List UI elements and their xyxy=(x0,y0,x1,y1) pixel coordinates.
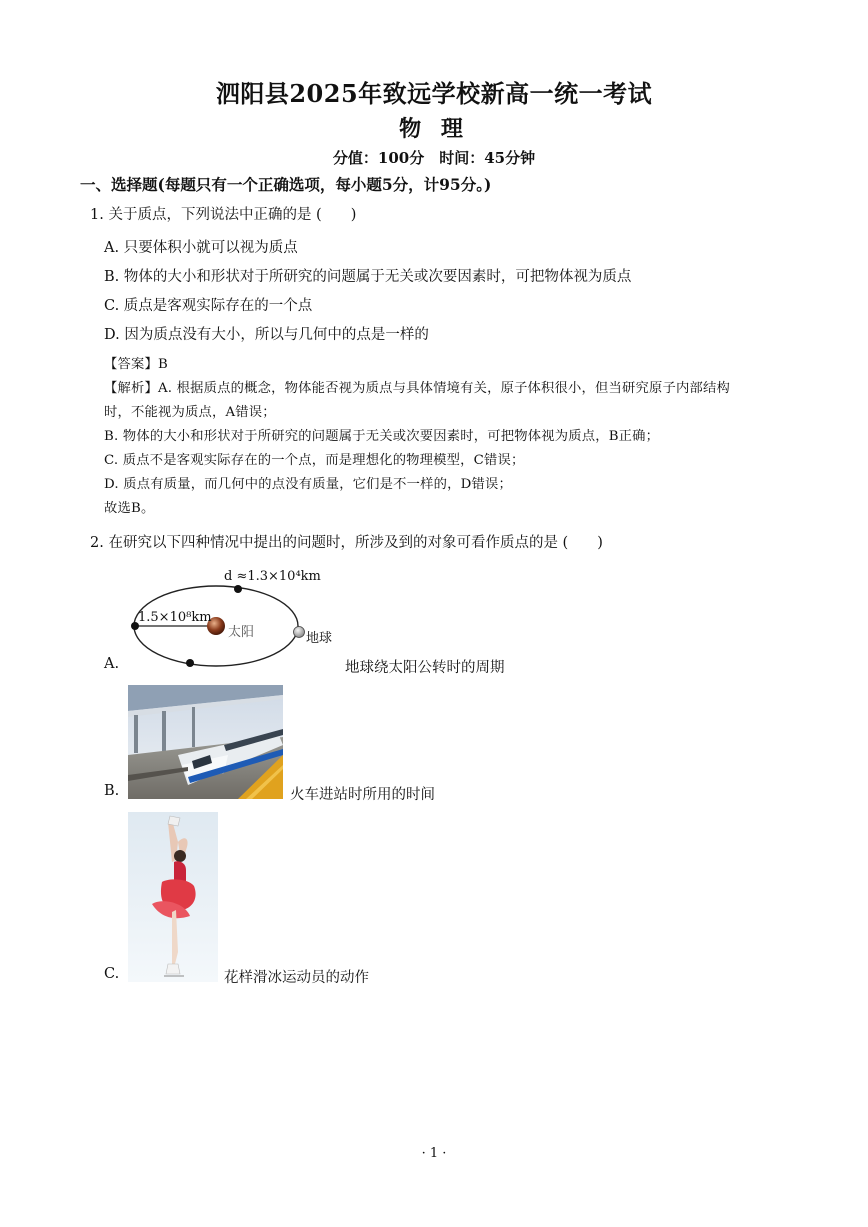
orbit-diagram xyxy=(128,562,343,672)
analysis-line-6: 故选B。 xyxy=(104,501,155,516)
orbit-radius-label: 1.5×10⁸km xyxy=(138,610,212,625)
orbit-diagram-svg xyxy=(128,562,343,672)
page-number: · 1 · xyxy=(421,1146,447,1161)
question-1-option-d: D. 因为质点没有大小，所以与几何中的点是一样的 xyxy=(104,327,429,343)
sun-label: 太阳 xyxy=(228,625,255,640)
analysis-line-1: 【解析】A. 根据质点的概念，物体能否视为质点与具体情境有关，原子体积很小，但当研究原子内部结构 xyxy=(104,381,731,396)
earth-label: 地球 xyxy=(306,631,333,646)
option-b-caption: 火车进站时所用的时间 xyxy=(290,787,435,803)
option-a-letter: A. xyxy=(104,656,120,672)
option-c-caption: 花样滑冰运动员的动作 xyxy=(224,970,369,986)
question-1-option-a: A. 只要体积小就可以视为质点 xyxy=(104,240,298,256)
exam-meta: 分值：100分 时间：45分钟 xyxy=(332,149,536,167)
analysis-line-2: 时，不能视为质点，A错误； xyxy=(104,405,276,420)
question-1-stem: 1. 关于质点，下列说法中正确的是 ( ) xyxy=(90,207,357,223)
earth-icon xyxy=(294,627,305,638)
exam-title: 泗阳县2025年致远学校新高一统一考试 xyxy=(215,79,653,108)
analysis-line-3: B. 物体的大小和形状对于所研究的问题属于无关或次要因素时，可把物体视为质点，B正确； xyxy=(104,429,660,444)
train-photo-svg xyxy=(128,685,283,799)
analysis-line-4: C. 质点不是客观实际存在的一个点，而是理想化的物理模型，C错误； xyxy=(104,453,525,468)
question-1-option-b: B. 物体的大小和形状对于所研究的问题属于无关或次要因素时，可把物体视为质点 xyxy=(104,269,632,285)
analysis-line-5: D. 质点有质量，而几何中的点没有质量，它们是不一样的，D错误； xyxy=(104,477,513,492)
orbit-point-bottom xyxy=(186,659,194,667)
option-a-caption: 地球绕太阳公转时的周期 xyxy=(345,660,505,676)
figure-skater-photo xyxy=(128,812,218,982)
question-2-stem: 2. 在研究以下四种情况中提出的问题时，所涉及到的对象可看作质点的是 ( ) xyxy=(90,535,603,551)
option-b-letter: B. xyxy=(104,783,120,799)
orbit-point-top xyxy=(234,585,242,593)
figure-skater-photo-svg xyxy=(128,812,218,982)
distance-label: d ≈1.3×10⁴km xyxy=(224,569,321,584)
train-photo xyxy=(128,685,283,799)
question-1-answer: 【答案】B xyxy=(104,357,168,372)
section-title: 一、选择题(每题只有一个正确选项，每小题5分，计95分。) xyxy=(80,175,492,194)
subject-title: 物 理 xyxy=(399,116,469,142)
question-1-option-c: C. 质点是客观实际存在的一个点 xyxy=(104,298,313,314)
option-c-letter: C. xyxy=(104,966,120,982)
